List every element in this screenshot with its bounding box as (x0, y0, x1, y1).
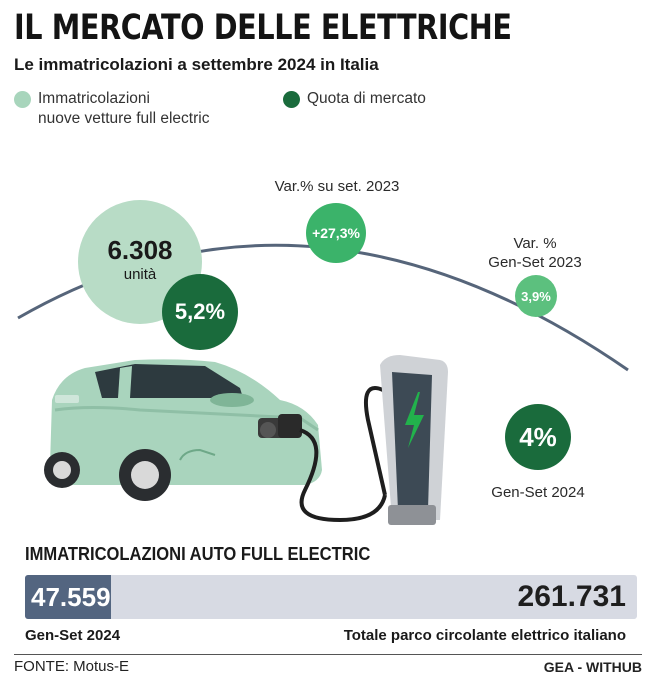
market-share-sept-circle (162, 274, 238, 350)
market-share-sept-value: 5,2% (174, 299, 226, 324)
ytd-caption: Gen-Set 2024 (25, 627, 121, 644)
page-subtitle: Le immatricolazioni a settembre 2024 in Italia (14, 55, 379, 74)
section-title: IMMATRICOLAZIONI AUTO FULL ELECTRIC (25, 544, 371, 564)
market-share-ytd-circle (505, 404, 571, 470)
registrations-value: 6.308 (107, 235, 173, 265)
registrations-unit: unità (123, 266, 157, 283)
total-caption: Totale parco circolante elettrico italiano (343, 627, 626, 644)
footer-divider (14, 654, 642, 655)
var-sept-value: +27,3% (312, 225, 360, 241)
page-title: IL MERCATO DELLE ELETTRICHE (14, 8, 512, 48)
legend-label-market-share: Quota di mercato (307, 90, 426, 107)
market-share-ytd-value: 4% (519, 421, 557, 452)
var-sept-circle (306, 203, 366, 263)
var-ytd-value: 3,9% (521, 288, 551, 304)
total-value: 261.731 (517, 580, 626, 613)
charging-station-icon (380, 355, 448, 525)
ytd-value: 47.559 (31, 581, 111, 612)
legend-label-registrations: Immatricolazioni nuove vetture full electric (38, 90, 210, 127)
ytd-bar-fill (25, 575, 111, 619)
var-ytd-circle (515, 275, 557, 317)
source-credit: FONTE: Motus-E (14, 658, 130, 675)
agency-credit: GEA - WITHUB (543, 659, 642, 675)
var-ytd-label: Var. % Gen-Set 2023 (488, 235, 582, 271)
var-sept-label: Var.% su set. 2023 (274, 178, 400, 195)
market-share-ytd-label: Gen-Set 2024 (491, 484, 585, 501)
